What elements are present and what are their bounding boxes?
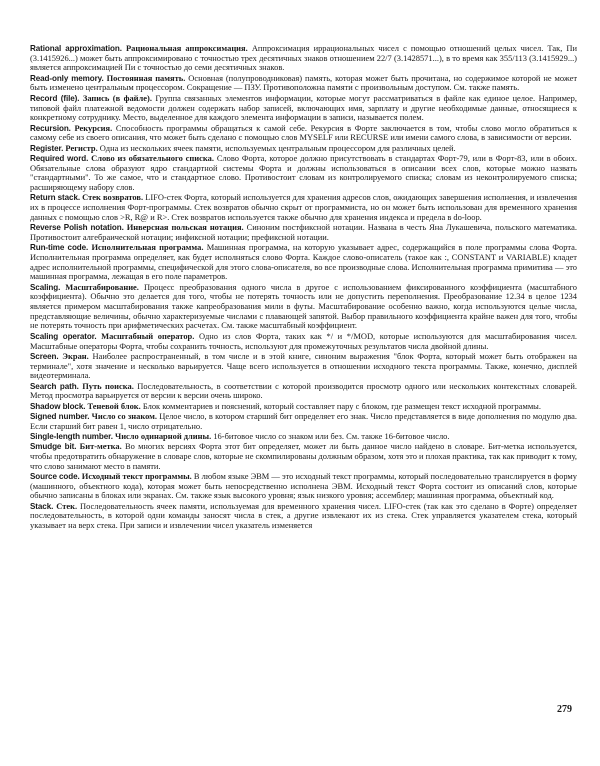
entry-definition: Последовательность, в соответствии с которой производится просмотр одного или нескольких контекстных словарей. Метод просмотра варьируется от версии к версии очень широко. [30,380,577,401]
glossary-entry [30,74,577,93]
entry-term: Search path. [30,381,79,391]
entry-term: Recursion. [30,123,71,133]
entry-term: Return stack. [30,193,80,203]
glossary-entry [30,44,577,73]
entry-term: Rational approximation. [30,44,122,53]
entry-definition: Одно из слов Форта, таких как */ и */MOD, которые используются для масштабирования чисел. Масштабные операторы Форта, чтобы сохранить точность, используют для промежуточных результатов числа двойной длины. [30,330,578,351]
entry-russian-term: Стек. [56,500,78,511]
entry-term: Reverse Polish notation. [30,223,124,233]
entry-russian-term: Экран. [62,350,89,361]
entry-russian-term: Слово из обязательного списка. [91,152,214,163]
glossary-entry [30,352,577,381]
entry-russian-term: Рациональная аппроксимация. [126,43,248,53]
glossary-entry [30,94,577,123]
page-number: 279 [557,704,572,715]
entry-definition: Слово Форта, которое должно присутствовать в стандартах Форт-79, или в Форт-83, или в обоих. Обязательные слова образуют ядро стандартной системы Форта и должны использоваться в описании всех слов, которые можно назвать "стандартными". То же самое, что и стандартное слово. Противостоит словам из контролируемого списка; словам из неконтролируемого списка; расширяющему набору слов. [30,152,577,193]
glossary-entry [30,283,577,332]
entry-russian-term: Исходный текст программы. [81,471,192,481]
glossary-entries [30,44,577,531]
entry-russian-term: Рекурсия. [74,122,113,133]
entry-definition: Последовательность ячеек памяти, используемая для временного хранения чисел. LIFO-стек (так как это сделано в Форте) определяет последовательность, в которой одни команды заносят числа в стек, а другие извлекают их из стека. Стек управляется указателем стека, который указывает на верх стека. При записи и извлечении чисел указатель изменяется [30,500,578,531]
entry-definition: Во многих версиях Форта этот бит определяет, может ли быть данное число найдено в словаре. Бит-метка используется, чтобы предотвратить обнаружение в словаре слов, которые не скомпилированы должным образом, хотя это и плохая практика, так как приводит к тому, что слово занимают место в памяти. [30,441,578,471]
glossary-entry [30,243,577,282]
glossary-page [30,44,577,531]
glossary-entry [30,502,577,531]
entry-definition: Аппроксимация иррациональных чисел с помощью отношений целых чисел. Так, Пи (3.1415926...) может быть аппроксимировано с точностью трех десятичных знаков отношением 22/7 (3.1428571...), в то время как 355/113 (3.1415929...) является аппроксимацией Пи с точностью до семи десятичных знаков. [30,43,578,73]
entry-russian-term: Исполнительная программа. [91,242,204,253]
entry-term: Single-length number. [30,431,113,441]
entry-definition: LIFO-стек Форта, который используется для хранения адресов слов, ожидающих завершения исполнения, и извлечения их в процессе исполнения Форт-программы. Стек возвратов обычно скрыт от программиста, но он может быть использован для временного хранения данных с помощью слов >R, R@ и R>. Стек возвратов используется также обычно для хранения индекса и предела в do-loop. [30,192,578,222]
entry-definition: Наиболее распространенный, в том числе и в этой книге, синоним выражения "блок Форта, который может быть отображен на терминале", хотя значение и несколько варьируется. Чаще всего используется в отношении исходного текста программы. Также, конечно, дисплей видеотерминала. [30,350,578,381]
entry-term: Screen. [30,351,59,361]
entry-definition: Одна из нескольких ячеек памяти, используемых центральным процессором для различных целей. [99,142,456,153]
entry-term: Smudge bit. [30,442,77,452]
entry-term: Scaling operator. [30,331,97,341]
glossary-entry [30,472,577,501]
entry-term: Run-time code. [30,243,89,253]
entry-russian-term: Регистр. [65,142,98,153]
glossary-entry [30,223,577,242]
entry-russian-term: Масштабирование. [65,281,139,292]
entry-term: Scaling. [30,282,61,292]
entry-definition: Синоним постфиксной нотации. Названа в честь Яна Лукашевича, польского математика. Противостоит алгебраической нотации; инфиксной нотации; префиксной нотации. [30,222,577,242]
glossary-entry [30,382,577,401]
entry-russian-term: Число одинарной длины. [115,430,212,441]
entry-term: Shadow block. [30,401,86,411]
entry-definition: Процесс преобразования одного числа в другое с использованием фиксированного коэффициента (масштабного коэффициента). Обычно это делается для того, чтобы не потерять точность или не допустить переполнения. Преобразование 12.34 в целое 1234 является примером масштабирования также капреобразования мили в футы. Масштабирование особенно важно, когда используются целые числа, представляющие величины, обычно характеризуемые числами с плавающей запятой. Выбор правильного коэффициента крайне важен для того, чтобы не потерять точность при арифметических расчетах. См. также масштабный коэффициент. [30,281,578,331]
glossary-entry [30,442,577,471]
entry-definition: Основная (полупроводниковая) память, которая может быть прочитана, но содержимое которой не может быть изменено центральным процессором. Сокращение — ПЗУ. Противоположна памяти с произвольным доступом. См. также память. [30,72,578,93]
entry-term: Record (file). [30,93,80,103]
entry-definition: Целое число, в котором старший бит определяет его знак. Число представляется в виде дополнения по модулю два. Если старший бит равен 1, число отрицательно. [30,410,577,431]
glossary-entry [30,432,577,442]
entry-russian-term: Путь поиска. [82,380,134,391]
entry-russian-term: Число со знаком. [91,410,157,421]
glossary-entry [30,402,577,412]
entry-definition: Способность программы обращаться к самой себе. Рекурсия в Форте заключается в том, чтобы слово могло обратиться к самому себе из своего описания, что может быть сделано с помощью слов MYSELF или RECURSE или имени самого слова, в зависимости от версии. [30,122,578,143]
glossary-entry [30,412,577,431]
glossary-entry [30,124,577,143]
entry-russian-term: Постоянная память. [106,72,186,83]
entry-russian-term: Масштабный оператор. [101,330,195,341]
entry-term: Signed number. [30,411,90,421]
entry-definition: Блок комментариев и пояснений, который составляет пару с блоком, где размещен текст исходной программы. [142,400,541,411]
entry-term: Register. [30,143,64,153]
entry-definition: В любом языке ЭВМ — это исходный текст программы, который последовательно транслируется в форму (машинного, объектного кода), которая может быть непосредственно исполнена ЭВМ. Исходный текст Форта состоит из описаний слов, которые обычно записаны в блоках или экранах. См. также язык высокого уровня; язык низкого уровня; ассемблер; машинная программа, объектный код. [30,471,577,501]
glossary-entry [30,193,577,222]
entry-russian-term: Бит-метка. [79,441,122,452]
glossary-entry [30,154,577,193]
entry-russian-term: Стек возвратов. [82,192,144,203]
glossary-entry [30,332,577,351]
entry-term: Read-only memory. [30,73,104,83]
entry-russian-term: Инверсная польская нотация. [126,222,244,233]
entry-definition: Группа связанных элементов информации, которые могут рассматриваться в файле как единое целое. Например, типовой файл платежной ведомости должен содержать набор записей, включающих имя, зарплату и другие необходимые данные, относящиеся к конкретному сотруднику. Место, выделенное для каждого элемента информации в записи, называется полем. [30,92,577,123]
entry-definition: 16-битовое число со знаком или без. См. также 16-битовое число. [213,430,450,441]
entry-term: Stack. [30,501,54,511]
entry-definition: Машинная программа, на которую указывает адрес, содержащийся в поле программы слова Форта. Исполнительная программа определяет, как будет исполняться слово Форта. Каждое слово-описатель (такое как :, CONSTANT и VARIABLE) кладет адрес исполнительной программы, специфической для этого слова-описателя, во все производные слова. Исполнительная программа примитива — это машинная программа, лежащая в его поле параметров. [30,242,578,282]
entry-term: Required word. [30,153,89,163]
glossary-entry [30,144,577,154]
entry-term: Source code. [30,472,80,481]
entry-russian-term: Теневой блок. [87,400,141,411]
entry-russian-term: Запись (в файле). [82,92,152,103]
